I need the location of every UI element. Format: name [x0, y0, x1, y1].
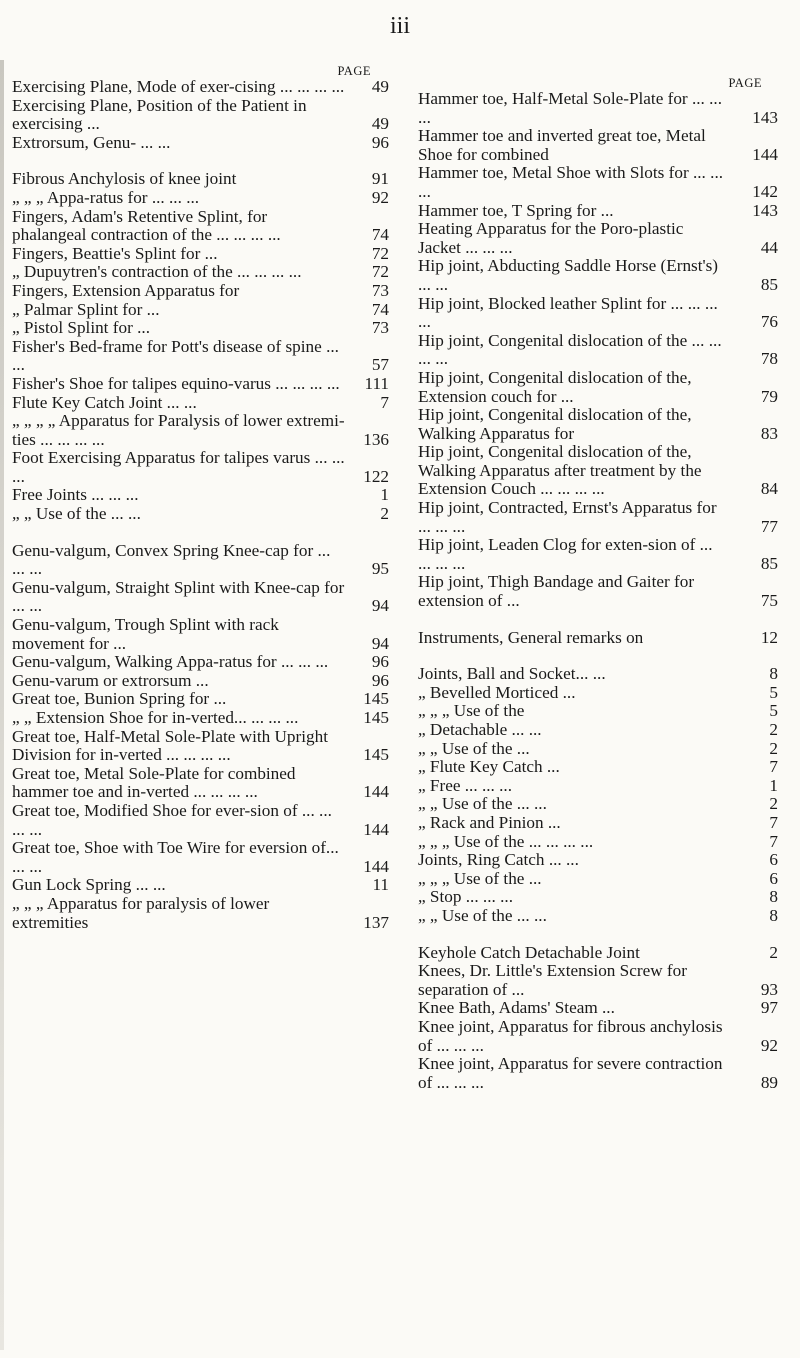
index-entry [418, 851, 780, 870]
index-entry [12, 338, 397, 375]
index-entry-text: „ „ Use of the ... ... [418, 905, 547, 925]
index-entry-page: 72 [371, 262, 389, 282]
index-entry [418, 684, 780, 703]
index-entry-text: „ „ „ „ Apparatus for Paralysis of lower extremi-ties ... ... ... ... [12, 411, 345, 449]
index-entry [12, 895, 397, 932]
index-entry-page: 76 [760, 312, 778, 332]
index-entry-text: „ Palmar Splint for ... [12, 299, 160, 319]
index-entry [418, 702, 780, 721]
index-entry-page: 91 [371, 169, 389, 189]
index-entry [418, 369, 780, 406]
index-entry-page: 8 [769, 887, 778, 907]
index-entry-text: Great toe, Modified Shoe for ever-sion of ... ... ... ... [12, 800, 332, 839]
index-entry [12, 301, 397, 320]
index-entry [12, 375, 397, 394]
index-entry [12, 134, 397, 153]
index-entry-page: 11 [372, 875, 389, 895]
index-entry [418, 795, 780, 814]
index-entry-page: 143 [752, 200, 778, 220]
index-entry [418, 944, 780, 963]
index-entry [418, 499, 780, 536]
index-entry-text: Knee joint, Apparatus for fibrous anchylosis of ... ... ... [418, 1016, 723, 1055]
index-entry-text: „ Bevelled Morticed ... [418, 682, 576, 702]
index-entry [418, 90, 780, 127]
index-entry [12, 412, 397, 449]
index-entry [12, 97, 397, 134]
index-entry-text: Knee joint, Apparatus for severe contraction of ... ... ... [418, 1054, 723, 1092]
index-entry-page: 6 [769, 850, 778, 870]
index-entry-text: Genu-valgum, Convex Spring Knee-cap for ... ... ... [12, 540, 331, 579]
index-entry-text: „ „ Use of the ... ... [12, 504, 141, 524]
index-entry [12, 449, 397, 486]
index-entry-page: 77 [760, 516, 778, 536]
index-entry-page: 96 [371, 652, 389, 672]
index-entry-text: Hip joint, Contracted, Ernst's Apparatus for ... ... ... [418, 498, 717, 536]
index-entry [12, 672, 397, 691]
index-entry-page: 145 [363, 745, 389, 765]
index-entry-page: 144 [752, 144, 778, 164]
page-edge-shadow [0, 60, 4, 1350]
index-entry-text: Genu-varum or extrorsum ... [12, 670, 209, 690]
index-entry [418, 758, 780, 777]
index-entry-text: Keyhole Catch Detachable Joint [418, 942, 640, 962]
index-entry-text: Free Joints ... ... ... [12, 485, 139, 505]
index-entry-text: Fibrous Anchylosis of knee joint [12, 169, 237, 189]
index-entry-page: 73 [371, 318, 389, 338]
index-entry-page: 145 [363, 689, 389, 709]
index-entry-page: 78 [760, 349, 778, 369]
index-entry-page: 7 [769, 757, 778, 777]
index-entry [418, 999, 780, 1018]
index-entry-text: Hip joint, Thigh Bandage and Gaiter for extension of ... [418, 572, 695, 611]
index-entry [418, 536, 780, 573]
index-entry-page: 7 [380, 392, 389, 412]
index-entry-text: Genu-valgum, Straight Splint with Knee-cap for ... ... [12, 577, 345, 616]
section-gap [12, 152, 397, 170]
index-entry-text: Extrorsum, Genu- ... ... [12, 132, 171, 152]
index-entry-text: Hip joint, Congenital dislocation of the ... ... ... ... [418, 330, 722, 369]
index-entry-text: „ „ „ Apparatus for paralysis of lower extremities [12, 893, 270, 932]
index-entry [12, 245, 397, 264]
index-entry-page: 6 [769, 868, 778, 888]
index-entry-text: Hammer toe and inverted great toe, Metal Shoe for combined [418, 126, 706, 164]
page-column-header-right: PAGE [728, 76, 762, 90]
index-entry-page: 79 [760, 386, 778, 406]
index-entry [418, 1055, 780, 1092]
index-entry-text: Genu-valgum, Trough Splint with rack movement for ... [12, 615, 279, 653]
index-entry-page: 74 [371, 225, 389, 245]
index-entry-page: 2 [769, 738, 778, 758]
index-entry-page: 1 [769, 775, 778, 795]
index-entry-text: Fingers, Adam's Retentive Splint, for phalangeal contraction of the ... ... ... ... [12, 206, 281, 245]
index-entry-page: 74 [371, 299, 389, 319]
index-entry [12, 394, 397, 413]
index-entry-page: 136 [363, 429, 389, 449]
index-entry [418, 665, 780, 684]
index-entry-text: „ „ „ Use of the ... ... ... ... [418, 831, 594, 851]
index-entry [12, 709, 397, 728]
index-entry-text: Great toe, Shoe with Toe Wire for eversion of... ... ... [12, 838, 339, 876]
index-entry [12, 263, 397, 282]
index-column-left [12, 64, 397, 932]
index-entry-page: 92 [371, 187, 389, 207]
index-entry-page: 89 [760, 1072, 778, 1092]
index-entry-page: 2 [769, 720, 778, 739]
index-entry [12, 653, 397, 672]
index-entry-text: Hip joint, Congenital dislocation of the, Walking Apparatus after treatment by the Extension Couch ... ... ... ... [418, 442, 702, 499]
index-entries-right [418, 90, 780, 1092]
index-entry [12, 189, 397, 208]
index-entry-text: Exercising Plane, Mode of exer-cising ... ... ... ... [12, 77, 345, 96]
index-entry [12, 319, 397, 338]
index-entry [418, 962, 780, 999]
index-entry-page: 144 [363, 782, 389, 802]
index-entry-page: 7 [769, 831, 778, 851]
index-entry-text: Fingers, Extension Apparatus for [12, 280, 240, 300]
index-entry-page: 144 [363, 856, 389, 876]
index-entry-text: „ Detachable ... ... [418, 720, 542, 739]
index-entry [12, 486, 397, 505]
index-entry [418, 833, 780, 852]
index-entry-page: 7 [769, 812, 778, 832]
index-entry-text: Hip joint, Abducting Saddle Horse (Ernst's) ... ... [418, 256, 719, 294]
index-entry-text: Genu-valgum, Walking Appa-ratus for ... ... ... [12, 652, 329, 672]
index-entry-page: 8 [769, 664, 778, 684]
index-entry-text: Joints, Ring Catch ... ... [418, 850, 579, 870]
index-entry [418, 332, 780, 369]
index-entry [418, 629, 780, 648]
index-entry-text: Hip joint, Congenital dislocation of the, Walking Apparatus for [418, 405, 692, 443]
section-gap [418, 926, 780, 944]
index-entry-page: 93 [760, 979, 778, 999]
index-entry [418, 721, 780, 740]
index-entry-text: Hammer toe, T Spring for ... [418, 200, 614, 220]
index-entry [418, 888, 780, 907]
index-entry [418, 740, 780, 759]
index-entry-page: 49 [371, 77, 389, 96]
index-entry-page: 84 [760, 479, 778, 499]
index-entry-text: Knee Bath, Adams' Steam ... [418, 998, 615, 1018]
index-entry [418, 870, 780, 889]
index-entry [12, 728, 397, 765]
index-entry-text: Hip joint, Leaden Clog for exten-sion of ... ... ... ... [418, 535, 713, 573]
index-entry-text: „ „ „ Appa-ratus for ... ... ... [12, 187, 200, 207]
index-entry-text: „ Rack and Pinion ... [418, 812, 561, 832]
index-entries-left [12, 78, 397, 932]
index-entry [418, 202, 780, 221]
index-entry [12, 876, 397, 895]
index-entry-page: 44 [760, 237, 778, 257]
index-entry [418, 777, 780, 796]
index-entry-text: „ „ Extension Shoe for in-verted... ... ... ... [12, 708, 299, 727]
index-entry-text: „ Dupuytren's contraction of the ... ... ... ... [12, 262, 302, 282]
index-entry [418, 406, 780, 443]
index-entry [418, 164, 780, 201]
index-entry-text: Hammer toe, Half-Metal Sole-Plate for ... ... ... [418, 89, 723, 127]
index-entry-page: 122 [363, 466, 389, 486]
index-entry-text: Great toe, Half-Metal Sole-Plate with Upright Division for in-verted ... ... ... ... [12, 726, 328, 765]
index-entry [418, 573, 780, 610]
index-entry-page: 85 [760, 274, 778, 294]
index-entry-text: Fingers, Beattie's Splint for ... [12, 243, 218, 263]
index-entry-page: 75 [760, 591, 778, 611]
index-entry [12, 78, 397, 97]
index-entry-page: 96 [371, 670, 389, 690]
index-entry-text: „ Pistol Splint for ... [12, 318, 150, 338]
index-entry-text: Joints, Ball and Socket... ... [418, 664, 606, 684]
index-entry-page: 72 [371, 243, 389, 263]
section-gap [418, 611, 780, 629]
index-entry-page: 143 [752, 107, 778, 127]
index-entry [12, 690, 397, 709]
index-entry-text: Great toe, Bunion Spring for ... [12, 689, 227, 709]
index-entry [418, 907, 780, 926]
index-entry-page: 96 [371, 132, 389, 152]
page-number: iii [389, 13, 410, 39]
index-entry-text: „ „ „ Use of the [418, 701, 525, 721]
index-entry-text: „ „ Use of the ... [418, 738, 530, 758]
index-entry [12, 802, 397, 839]
index-entry [12, 616, 397, 653]
index-entry [12, 579, 397, 616]
index-entry-page: 73 [371, 280, 389, 300]
index-entry-page: 142 [752, 181, 778, 201]
index-entry-page: 95 [371, 559, 389, 579]
index-entry-page: 85 [760, 553, 778, 573]
index-entry-text: Great toe, Metal Sole-Plate for combined hammer toe and in-verted ... ... ... ... [12, 763, 296, 802]
index-entry-page: 2 [380, 504, 389, 524]
index-entry [12, 170, 397, 189]
index-entry-page: 111 [364, 373, 389, 393]
index-entry-page: 145 [363, 708, 389, 727]
index-entry [418, 257, 780, 294]
index-entry-page: 5 [769, 682, 778, 702]
index-entry-page: 2 [769, 942, 778, 962]
index-entry [12, 542, 397, 579]
index-entry-text: Foot Exercising Apparatus for talipes varus ... ... ... [12, 448, 345, 486]
index-entry [12, 765, 397, 802]
index-entry [12, 839, 397, 876]
index-entry-page: 144 [363, 819, 389, 839]
index-entry-text: Knees, Dr. Little's Extension Screw for separation of ... [418, 961, 687, 999]
index-entry-text: „ Free ... ... ... [418, 775, 513, 795]
index-entry [418, 127, 780, 164]
section-gap [418, 647, 780, 665]
index-entry-text: Gun Lock Spring ... ... [12, 875, 166, 895]
index-entry-text: Flute Key Catch Joint ... ... [12, 392, 197, 412]
index-entry-text: Fisher's Shoe for talipes equino-varus ... ... ... ... [12, 373, 340, 393]
index-column-right [418, 64, 780, 1092]
index-entry-text: „ „ „ Use of the ... [418, 868, 542, 888]
index-entry [418, 220, 780, 257]
index-entry-text: Hip joint, Blocked leather Splint for ... ... ... ... [418, 293, 718, 332]
index-entry-text: Exercising Plane, Position of the Patient in exercising ... [12, 95, 307, 134]
index-entry-page: 83 [760, 423, 778, 443]
index-entry-text: „ Stop ... ... ... [418, 887, 514, 907]
index-entry-text: Hammer toe, Metal Shoe with Slots for ... ... ... [418, 163, 724, 201]
index-entry [418, 1018, 780, 1055]
index-entry-page: 97 [760, 998, 778, 1018]
index-entry-text: Hip joint, Congenital dislocation of the, Extension couch for ... [418, 367, 692, 406]
index-entry-page: 94 [371, 633, 389, 653]
index-entry-text: „ „ Use of the ... ... [418, 794, 547, 814]
index-entry-text: „ Flute Key Catch ... [418, 757, 560, 777]
index-entry-page: 49 [371, 114, 389, 134]
index-entry-page: 92 [760, 1035, 778, 1055]
index-entry [418, 443, 780, 499]
index-entry-page: 2 [769, 794, 778, 814]
index-entry [418, 295, 780, 332]
index-entry-text: Instruments, General remarks on [418, 627, 644, 647]
section-gap [12, 524, 397, 542]
page-column-header-left: PAGE [337, 64, 371, 78]
index-entry-text: Heating Apparatus for the Poro-plastic Jacket ... ... ... [418, 219, 684, 257]
index-entry-page: 57 [371, 355, 389, 375]
index-entry-page: 8 [769, 905, 778, 925]
index-entry-page: 1 [380, 485, 389, 505]
index-entry [12, 282, 397, 301]
index-entry [12, 505, 397, 524]
index-entry-page: 94 [371, 596, 389, 616]
index-entry [12, 208, 397, 245]
index-entry-page: 5 [769, 701, 778, 721]
index-entry [418, 814, 780, 833]
index-entry-text: Fisher's Bed-frame for Pott's disease of spine ... ... [12, 336, 339, 375]
index-entry-page: 12 [760, 627, 778, 647]
index-entry-page: 137 [363, 912, 389, 932]
